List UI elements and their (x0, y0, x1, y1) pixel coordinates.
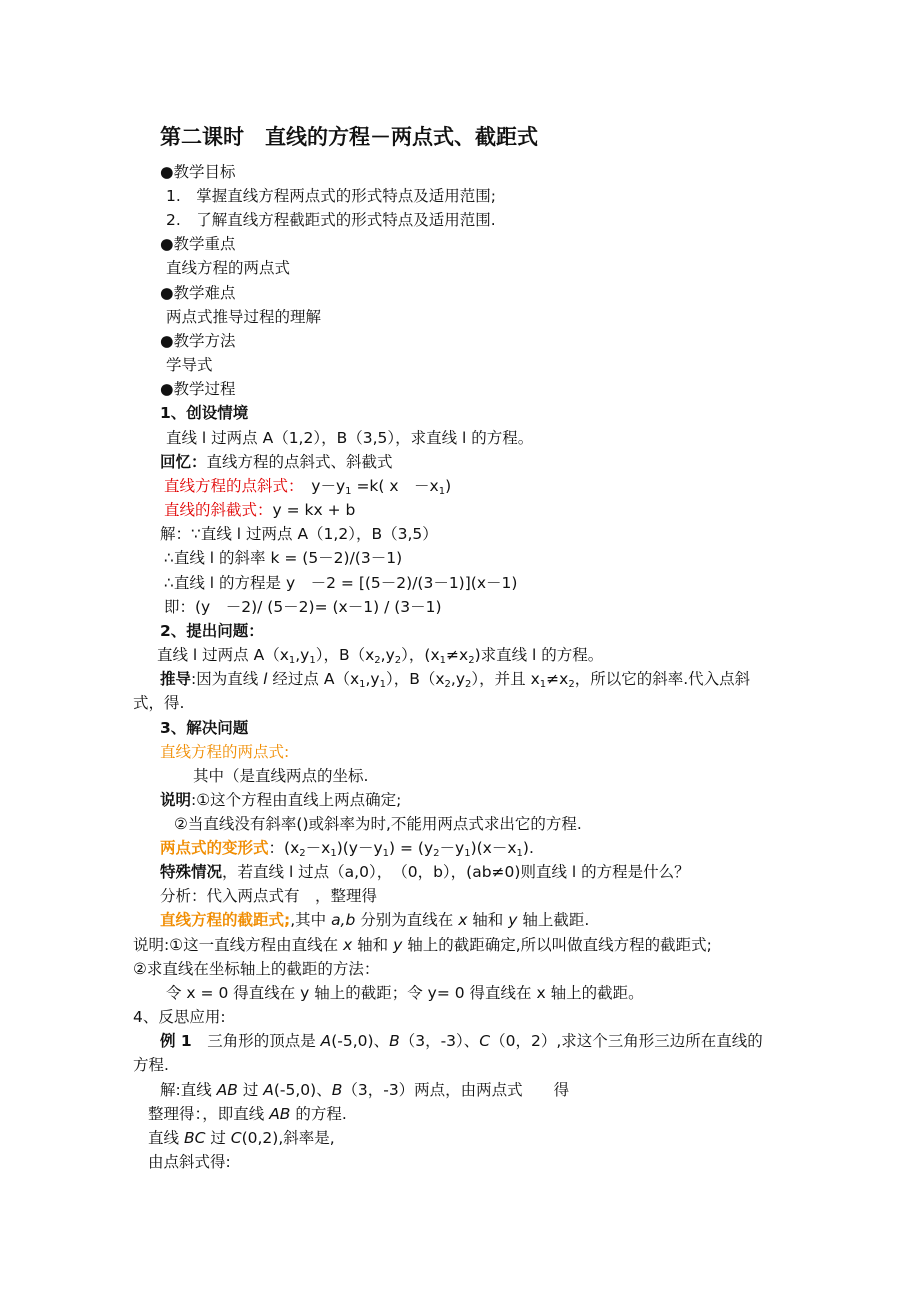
derivation-label: 推导 (160, 670, 192, 688)
intercept-form-label: 直线方程的截距式; (160, 911, 291, 929)
method-text: 学导式 (166, 356, 213, 374)
solution-line-2: ∴直线 l 的斜率 k = (5－2)/(3－1) (164, 549, 403, 567)
method-heading: ●教学方法 (160, 332, 236, 350)
where-text: 其中（是直线两点的坐标. (193, 767, 369, 785)
slope-intercept-formula: y = kx + b (272, 501, 356, 519)
note-line-2: ②当直线没有斜率()或斜率为时,不能用两点式求出它的方程. (174, 815, 582, 833)
note-line-1: 说明:①这个方程由直线上两点确定; (160, 791, 402, 809)
answer-line-4: 由点斜式得: (148, 1153, 231, 1171)
note-label: 说明 (160, 791, 192, 809)
example-continued: 方程. (133, 1056, 169, 1074)
section-2-heading: 2、提出问题： (160, 622, 264, 640)
goal-item-1: 1. 掌握直线方程两点式的形式特点及适用范围; (166, 187, 497, 205)
answer-line-1: 解:直线 AB 过 A(-5,0)、B（3，-3）两点，由两点式 得 (160, 1081, 570, 1099)
recall-line (160, 451, 393, 473)
section-1-heading: 1、创设情境 (160, 404, 249, 422)
explanation-line-3: 令 x = 0 得直线在 y 轴上的截距；令 y= 0 得直线在 x 轴上的截距。 (166, 984, 644, 1002)
point-slope-label: 直线方程的点斜式： (164, 477, 296, 495)
derivation-line: 推导:因为直线 l 经过点 $A(x_1,y_1)$，$B(x_2,y_2)$，并且 $x_1\ne x_2$，所以它的斜率.代入点斜 (160, 670, 751, 690)
answer-line-2: 整理得：，即直线 AB 的方程. (148, 1105, 347, 1123)
example-label: 例 1 (160, 1032, 192, 1050)
explanation-line-2: ②求直线在坐标轴上的截距的方法： (133, 960, 380, 978)
page-title: 第二课时 直线的方程－两点式、截距式 (160, 125, 538, 149)
recall-label: 回忆： (160, 453, 207, 471)
difficulty-text: 两点式推导过程的理解 (166, 308, 322, 326)
solution-line-4: 即：(y －2)/ (5－2)= (x－1) / (3－1) (164, 598, 442, 616)
derivation-continued: 式，得. (133, 694, 185, 712)
key-text: 直线方程的两点式 (166, 259, 291, 277)
explanation-line-1: 说明:①这一直线方程由直线在 x 轴和 y 轴上的截距确定,所以叫做直线方程的截距式; (133, 936, 712, 954)
process-heading: ●教学过程 (160, 380, 236, 398)
goal-item-2: 2. 了解直线方程截距式的形式特点及适用范围. (166, 211, 496, 229)
analysis-line: 分析：代入两点式有 ，整理得 (160, 887, 378, 905)
section-4-heading: 4、反思应用: (133, 1008, 226, 1026)
section-1-problem: 直线 l 过两点 A（1,2），B（3,5），求直线 l 的方程。 (166, 429, 534, 447)
variant-label: 两点式的变形式 (160, 839, 269, 857)
slope-intercept-label: 直线的斜截式： (164, 501, 273, 519)
section-3-heading: 3、解决问题 (160, 719, 249, 737)
difficulty-heading: ●教学难点 (160, 284, 236, 302)
variant-line: 两点式的变形式：$(x_2-x_1)(y-y_1) = (y_2-y_1)(x-x_1)$. (160, 839, 534, 859)
special-case-line: 特殊情况，若直线 l 过点（a,0）， （0，b），(ab≠0)则直线 l 的方程是什么？ (160, 863, 690, 881)
answer-line-3: 直线 BC 过 C(0,2),斜率是, (148, 1129, 335, 1147)
solution-line-3: ∴直线 l 的方程是 y －2 = [(5－2)/(3－1)](x－1) (164, 574, 518, 592)
goals-heading: ●教学目标 (160, 163, 236, 181)
solution-line-1: 解：∵直线 l 过两点 A（1,2），B（3,5） (160, 525, 438, 543)
point-slope-line: 直线方程的点斜式： $y-y_1 =k$( x $-x_1$) (164, 477, 452, 497)
key-heading: ●教学重点 (160, 235, 236, 253)
example-line: 例 1 三角形的顶点是 A(-5,0)、B（3，-3）、C（0，2）,求这个三角形三边所在直线的 (160, 1032, 763, 1050)
slope-intercept-line (164, 499, 355, 521)
question-line: 直线 l 过两点 $A(x_1,y_1)$，$B(x_2,y_2)$，$(x_1\ne x_2)$求直线 l 的方程。 (157, 646, 604, 666)
intercept-form-line: 直线方程的截距式;,其中 a,b 分别为直线在 x 轴和 y 轴上截距. (160, 911, 590, 929)
recall-text: 直线方程的点斜式、斜截式 (206, 453, 393, 471)
two-point-form-label: 直线方程的两点式: (160, 743, 290, 761)
special-case-label: 特殊情况 (160, 863, 223, 881)
